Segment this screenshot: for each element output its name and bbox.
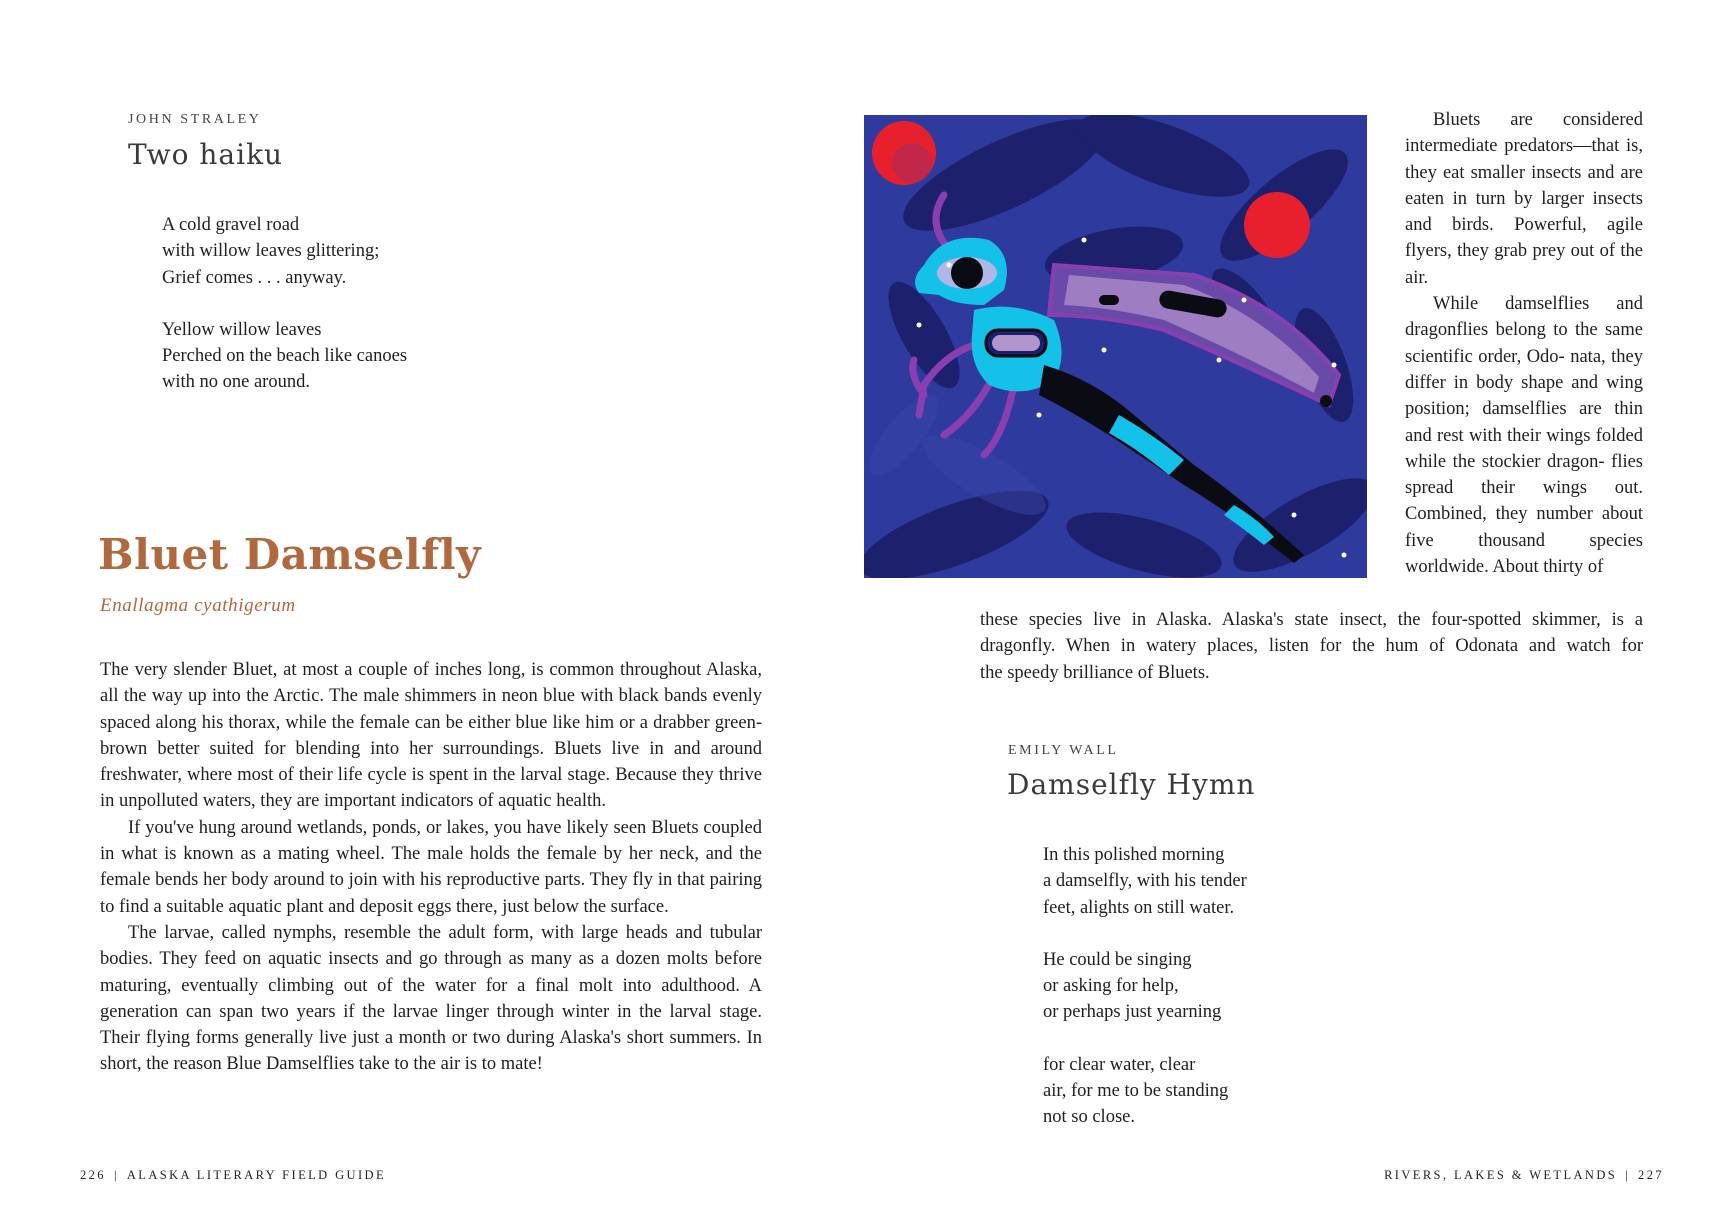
body-paragraph: The very slender Bluet, at most a couple of inches long, is common throughout Alaska, all the way up into the Arctic. The male shimmers in neon blue with black bands evenly spaced along his thorax, while the female can be either blue like him or a drabber green-brown better suited for blending into her surroundings. Bluets live in and around freshwater, where most of their life cycle is spent in the larval stage. Because they thrive in unpolluted waters, they are important indicators of aquatic health. bbox=[100, 660, 762, 812]
haiku-stanza bbox=[162, 317, 407, 396]
text-line: dragonfly. When in watery places, listen for the hum of Odonata and watch for bbox=[980, 636, 1643, 657]
poem-line: with no one around. bbox=[162, 372, 310, 393]
text-line: worldwide. About thirty of bbox=[1405, 557, 1604, 578]
hymn-poem bbox=[1043, 842, 1247, 1157]
poem-line: A cold gravel road bbox=[162, 215, 300, 235]
body-paragraph: If you've hung around wetlands, ponds, or lakes, you have likely seen Bluets coupled in what is known as a mating wheel. The male holds the female by her neck, and the female bends her body around to join with his reproductive parts. They fly in that pairing to find a suitable aquatic plant and deposit eggs there, just below the surface. bbox=[100, 817, 762, 917]
haiku-stanza bbox=[162, 212, 407, 291]
hymn-title: Damselfly Hymn bbox=[1007, 768, 1256, 801]
text-line: grab prey out of the air. bbox=[1405, 241, 1643, 288]
text-line: shape and wing position; bbox=[1405, 372, 1644, 420]
text-line: and are eaten in turn by bbox=[1405, 162, 1644, 209]
text-line: nata, they differ in body bbox=[1405, 346, 1643, 393]
poem-line: or asking for help, bbox=[1043, 976, 1179, 997]
hymn-stanza bbox=[1043, 1052, 1247, 1131]
right-footer bbox=[1384, 1168, 1664, 1183]
text-line: the speedy brilliance of Bluets. bbox=[980, 662, 1210, 683]
poem-line: Yellow willow leaves bbox=[162, 319, 322, 340]
text-line: Combined, they number bbox=[1405, 504, 1593, 525]
haiku-poem bbox=[162, 212, 407, 422]
damselfly-illustration bbox=[864, 115, 1367, 578]
haiku-author: JOHN STRALEY bbox=[128, 112, 262, 127]
species-title: Bluet Damselfly bbox=[98, 530, 482, 579]
poem-line: In this polished morning bbox=[1043, 845, 1225, 865]
text-line: while the stockier dragon- bbox=[1405, 451, 1605, 472]
body-paragraph bbox=[1405, 107, 1643, 291]
poem-line: feet, alights on still water. bbox=[1043, 897, 1235, 918]
text-line: about five thousand species bbox=[1405, 504, 1643, 551]
haiku-title: Two haiku bbox=[128, 138, 284, 171]
running-head: RIVERS, LAKES & WETLANDS bbox=[1384, 1168, 1618, 1182]
hymn-stanza bbox=[1043, 842, 1247, 921]
footer-separator: | bbox=[113, 1168, 119, 1182]
poem-line: He could be singing bbox=[1043, 949, 1192, 970]
poem-line: for clear water, clear bbox=[1043, 1054, 1196, 1075]
body-paragraph: The larvae, called nymphs, resemble the adult form, with large heads and tubular bodies. They feed on aquatic insects and go through as many as a dozen molts before maturing, eventually climbing out of the water for a final molt into adulthood. A generation can span two years if the larvae linger through winter in the larval stage. Their flying forms generally live just a month or two during Alaska's short summers. In short, the reason Blue Damselflies take to the air is to mate! bbox=[100, 922, 762, 1075]
hymn-author: EMILY WALL bbox=[1008, 743, 1119, 758]
running-head: ALASKA LITERARY FIELD GUIDE bbox=[126, 1168, 386, 1182]
wide-text-continuation bbox=[980, 607, 1643, 686]
poem-line: a damselfly, with his tender bbox=[1043, 871, 1247, 892]
text-line: Powerful, agile flyers, they bbox=[1405, 215, 1644, 262]
text-line: larger insects and birds. bbox=[1405, 188, 1643, 236]
poem-line: not so close. bbox=[1043, 1107, 1135, 1128]
text-line: is, they eat smaller insects bbox=[1405, 136, 1643, 183]
text-line: rest with their wings folded bbox=[1436, 425, 1643, 446]
hymn-stanza bbox=[1043, 947, 1247, 1026]
text-line: flies spread their wings out. bbox=[1405, 451, 1644, 499]
right-column-text bbox=[1405, 107, 1643, 580]
page-number: 227 bbox=[1638, 1168, 1664, 1182]
poem-line: Grief comes . . . anyway. bbox=[162, 267, 347, 288]
poem-line: or perhaps just yearning bbox=[1043, 1002, 1222, 1023]
poem-line: Perched on the beach like canoes bbox=[162, 346, 408, 367]
text-line: Bluets are considered bbox=[1433, 110, 1643, 130]
text-line: dragonflies belong to the bbox=[1405, 320, 1598, 341]
body-paragraph bbox=[1405, 291, 1643, 580]
footer-separator: | bbox=[1625, 1168, 1631, 1182]
species-latin-name: Enallagma cyathigerum bbox=[100, 595, 296, 616]
left-footer bbox=[80, 1168, 386, 1183]
species-description bbox=[100, 657, 762, 1078]
poem-line: with willow leaves glittering; bbox=[162, 241, 380, 262]
page-number: 226 bbox=[80, 1168, 106, 1182]
text-line: While damselflies and bbox=[1433, 294, 1643, 315]
text-line: intermediate predators—that bbox=[1405, 136, 1620, 157]
text-line: same scientific order, Odo- bbox=[1405, 320, 1643, 367]
text-line: these species live in Alaska. Alaska's state insect, the four-spotted skimmer, is a bbox=[980, 610, 1643, 630]
text-line: damselflies are thin and bbox=[1405, 399, 1644, 446]
poem-line: air, for me to be standing bbox=[1043, 1081, 1229, 1102]
